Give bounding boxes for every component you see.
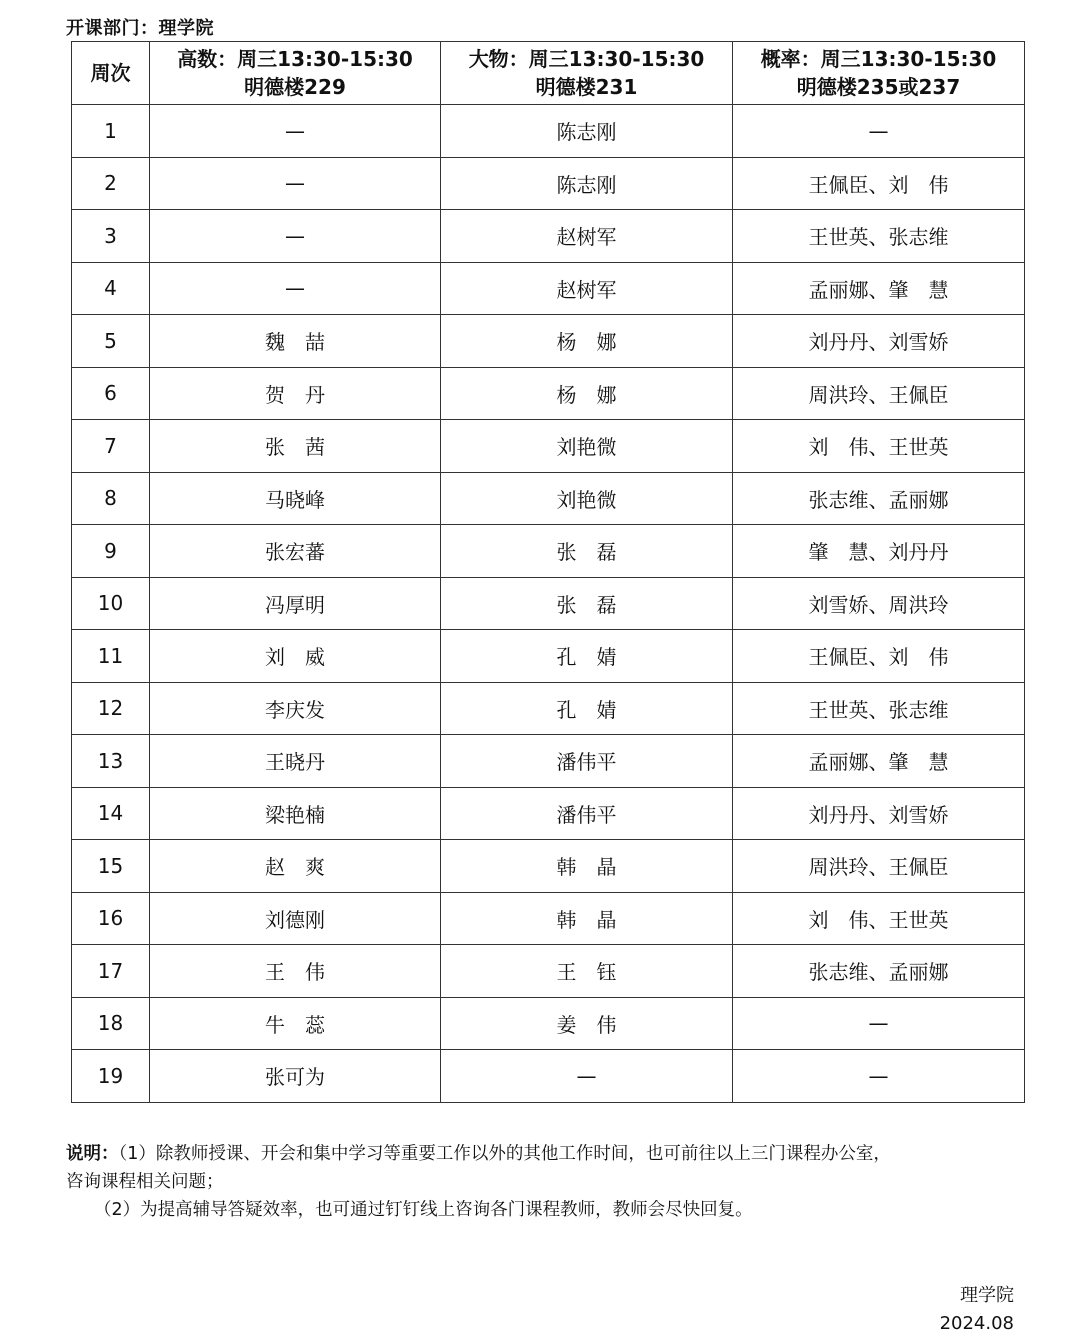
cell-physics-teacher: — [441,1050,733,1103]
cell-physics-teacher: 赵树军 [441,210,733,263]
cell-probability-teachers: 刘 伟、王世英 [733,892,1025,945]
header-calculus-time: 高数：周三13:30-15:30 [177,47,413,71]
cell-probability-teachers: 孟丽娜、肇 慧 [733,735,1025,788]
header-calculus [150,42,441,105]
cell-calculus-teacher: 魏 喆 [150,315,441,368]
cell-physics-teacher: 杨 娜 [441,367,733,420]
cell-calculus-teacher: 贺 丹 [150,367,441,420]
cell-week: 5 [72,315,150,368]
table-row [72,630,1025,683]
cell-physics-teacher: 潘伟平 [441,787,733,840]
cell-week: 13 [72,735,150,788]
cell-physics-teacher: 刘艳微 [441,420,733,473]
cell-probability-teachers: 王世英、张志维 [733,210,1025,263]
header-probability-time: 概率：周三13:30-15:30 [760,47,997,71]
cell-calculus-teacher: 牛 蕊 [150,997,441,1050]
table-row [72,472,1025,525]
notes-item-1-continued: 咨询课程相关问题； [66,1172,224,1192]
table-row [72,262,1025,315]
cell-probability-teachers: 刘雪娇、周洪玲 [733,577,1025,630]
table-row [72,997,1025,1050]
header-physics-room: 明德楼231 [535,75,638,99]
header-week [72,42,150,105]
signature-date: 2024.08 [939,1313,1014,1334]
cell-calculus-teacher: 李庆发 [150,682,441,735]
cell-week: 12 [72,682,150,735]
table-row [72,315,1025,368]
cell-week: 17 [72,945,150,998]
notes-item-1: （1）除教师授课、开会和集中学习等重要工作以外的其他工作时间，也可前往以上三门课程办公室， [118,1144,891,1164]
cell-week: 1 [72,105,150,158]
table-row [72,735,1025,788]
cell-probability-teachers: 王世英、张志维 [733,682,1025,735]
cell-calculus-teacher: 刘德刚 [150,892,441,945]
cell-probability-teachers: 周洪玲、王佩臣 [733,840,1025,893]
cell-physics-teacher: 刘艳微 [441,472,733,525]
cell-physics-teacher: 潘伟平 [441,735,733,788]
cell-week: 3 [72,210,150,263]
cell-calculus-teacher: — [150,157,441,210]
cell-physics-teacher: 杨 娜 [441,315,733,368]
cell-physics-teacher: 赵树军 [441,262,733,315]
cell-calculus-teacher: — [150,105,441,158]
cell-calculus-teacher: 马晓峰 [150,472,441,525]
notes-label: 说明： [66,1144,119,1164]
cell-week: 16 [72,892,150,945]
table-row [72,840,1025,893]
table-header-row [72,42,1025,105]
schedule-table [71,41,1025,1103]
cell-physics-teacher: 姜 伟 [441,997,733,1050]
notes-item-2: （2）为提高辅导答疑效率，也可通过钉钉线上咨询各门课程教师，教师会尽快回复。 [94,1200,753,1220]
table-row [72,892,1025,945]
cell-calculus-teacher: 张可为 [150,1050,441,1103]
cell-probability-teachers: 刘 伟、王世英 [733,420,1025,473]
cell-physics-teacher: 陈志刚 [441,157,733,210]
cell-week: 9 [72,525,150,578]
cell-physics-teacher: 王 钰 [441,945,733,998]
cell-week: 4 [72,262,150,315]
cell-calculus-teacher: 刘 威 [150,630,441,683]
cell-calculus-teacher: 张宏蕃 [150,525,441,578]
table-row [72,210,1025,263]
cell-calculus-teacher: — [150,210,441,263]
cell-physics-teacher: 孔 婧 [441,630,733,683]
cell-week: 19 [72,1050,150,1103]
cell-probability-teachers: 孟丽娜、肇 慧 [733,262,1025,315]
cell-probability-teachers: — [733,105,1025,158]
table-row [72,577,1025,630]
cell-calculus-teacher: 王晓丹 [150,735,441,788]
cell-week: 10 [72,577,150,630]
cell-week: 18 [72,997,150,1050]
cell-probability-teachers: 王佩臣、刘 伟 [733,630,1025,683]
cell-probability-teachers: 刘丹丹、刘雪娇 [733,315,1025,368]
cell-probability-teachers: — [733,997,1025,1050]
cell-probability-teachers: 张志维、孟丽娜 [733,945,1025,998]
cell-calculus-teacher: 张 茜 [150,420,441,473]
cell-probability-teachers: 王佩臣、刘 伟 [733,157,1025,210]
cell-physics-teacher: 张 磊 [441,577,733,630]
cell-week: 14 [72,787,150,840]
cell-week: 7 [72,420,150,473]
header-calculus-room: 明德楼229 [244,75,346,99]
cell-probability-teachers: 周洪玲、王佩臣 [733,367,1025,420]
table-row [72,367,1025,420]
cell-physics-teacher: 陈志刚 [441,105,733,158]
header-physics-time: 大物：周三13:30-15:30 [468,47,705,71]
header-probability-room: 明德楼235或237 [796,75,961,99]
table-row [72,105,1025,158]
cell-physics-teacher: 韩 晶 [441,840,733,893]
table-row [72,525,1025,578]
cell-calculus-teacher: 冯厚明 [150,577,441,630]
cell-probability-teachers: 刘丹丹、刘雪娇 [733,787,1025,840]
header-probability [733,42,1025,105]
cell-probability-teachers: 肇 慧、刘丹丹 [733,525,1025,578]
table-row [72,787,1025,840]
notes-line-1 [66,1140,1026,1168]
table-row [72,1050,1025,1103]
notes-section [66,1140,1026,1224]
table-row [72,420,1025,473]
cell-week: 8 [72,472,150,525]
cell-week: 6 [72,367,150,420]
cell-week: 2 [72,157,150,210]
cell-week: 11 [72,630,150,683]
cell-calculus-teacher: 王 伟 [150,945,441,998]
table-row [72,945,1025,998]
signature-block [940,1282,1014,1338]
signature-org: 理学院 [960,1285,1014,1306]
cell-probability-teachers: 张志维、孟丽娜 [733,472,1025,525]
cell-calculus-teacher: 梁艳楠 [150,787,441,840]
cell-calculus-teacher: — [150,262,441,315]
cell-calculus-teacher: 赵 爽 [150,840,441,893]
table-row [72,682,1025,735]
header-week-label: 周次 [90,61,131,85]
header-physics [441,42,733,105]
cell-physics-teacher: 孔 婧 [441,682,733,735]
table-row [72,157,1025,210]
department-label: 开课部门：理学院 [66,18,214,39]
cell-probability-teachers: — [733,1050,1025,1103]
cell-physics-teacher: 韩 晶 [441,892,733,945]
cell-week: 15 [72,840,150,893]
cell-physics-teacher: 张 磊 [441,525,733,578]
